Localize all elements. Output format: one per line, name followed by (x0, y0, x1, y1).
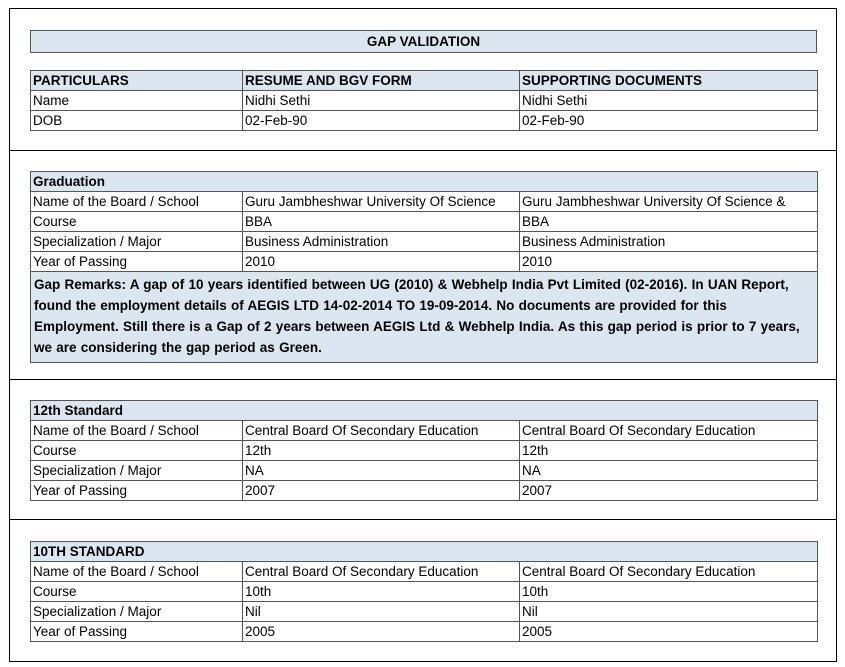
resume-name-value: Nidhi Sethi (243, 91, 520, 111)
resume-dob-value: 02-Feb-90 (243, 111, 520, 131)
document-year-value: 2010 (520, 252, 818, 272)
document-year-value: 2005 (520, 622, 818, 642)
row-label-board: Name of the Board / School (31, 192, 243, 212)
header-section (9, 8, 837, 151)
document-course-value: 12th (520, 441, 818, 461)
twelfth-standard-section (9, 379, 837, 520)
column-header-supporting-docs: SUPPORTING DOCUMENTS (520, 71, 818, 91)
resume-year-value: 2007 (243, 481, 520, 501)
resume-specialization-value: NA (243, 461, 520, 481)
row-label-year: Year of Passing (31, 481, 243, 501)
document-course-value: BBA (520, 212, 818, 232)
resume-year-value: 2005 (243, 622, 520, 642)
table-row (31, 91, 818, 111)
row-label-dob: DOB (31, 111, 243, 131)
title-table (30, 30, 817, 53)
table-row (31, 481, 818, 501)
resume-specialization-value: Nil (243, 602, 520, 622)
table-row (31, 212, 818, 232)
table-row (31, 562, 818, 582)
resume-year-value: 2010 (243, 252, 520, 272)
tenth-table (30, 541, 818, 642)
document-board-value: Guru Jambheshwar University Of Science & (520, 192, 818, 212)
table-row (31, 421, 818, 441)
resume-board-value: Central Board Of Secondary Education (243, 421, 520, 441)
section-heading-row (31, 172, 818, 192)
table-row (31, 602, 818, 622)
row-label-board: Name of the Board / School (31, 562, 243, 582)
table-row (31, 582, 818, 602)
table-row (31, 192, 818, 212)
tenth-heading: 10TH STANDARD (31, 542, 818, 562)
resume-specialization-value: Business Administration (243, 232, 520, 252)
table-row (31, 622, 818, 642)
column-header-resume-bgv: RESUME AND BGV FORM (243, 71, 520, 91)
resume-course-value: 10th (243, 582, 520, 602)
table-row (31, 252, 818, 272)
gap-remarks: Gap Remarks: A gap of 10 years identified between UG (2010) & Webhelp India Pvt Limited (02-2016). In UAN Report, found the employment details of AEGIS LTD 14-02-2014 TO 19-09-2014. No documents are provided for this Employment. Still there is a Gap of 2 years between AEGIS Ltd & Webhelp India. As this gap period is prior to 7 years, we are considering the gap period as Green. (31, 272, 818, 363)
page-title: GAP VALIDATION (31, 31, 817, 53)
graduation-section (9, 150, 837, 380)
document-name-value: Nidhi Sethi (520, 91, 818, 111)
table-row (31, 441, 818, 461)
row-label-name: Name (31, 91, 243, 111)
particulars-header-row (31, 71, 818, 91)
document-year-value: 2007 (520, 481, 818, 501)
row-label-course: Course (31, 582, 243, 602)
section-heading-row (31, 401, 818, 421)
document-course-value: 10th (520, 582, 818, 602)
resume-course-value: 12th (243, 441, 520, 461)
document-board-value: Central Board Of Secondary Education (520, 562, 818, 582)
section-heading-row (31, 542, 818, 562)
particulars-table (30, 70, 818, 131)
row-label-specialization: Specialization / Major (31, 602, 243, 622)
row-label-year: Year of Passing (31, 622, 243, 642)
gap-remarks-row (31, 272, 818, 363)
row-label-year: Year of Passing (31, 252, 243, 272)
document-specialization-value: Business Administration (520, 232, 818, 252)
graduation-table (30, 171, 818, 363)
row-label-course: Course (31, 212, 243, 232)
graduation-heading: Graduation (31, 172, 818, 192)
document-specialization-value: Nil (520, 602, 818, 622)
table-row (31, 461, 818, 481)
resume-board-value: Central Board Of Secondary Education (243, 562, 520, 582)
tenth-standard-section (9, 519, 837, 662)
resume-board-value: Guru Jambheshwar University Of Science (243, 192, 520, 212)
table-row (31, 232, 818, 252)
row-label-board: Name of the Board / School (31, 421, 243, 441)
document-specialization-value: NA (520, 461, 818, 481)
column-header-particulars: PARTICULARS (31, 71, 243, 91)
twelfth-table (30, 400, 818, 501)
row-label-specialization: Specialization / Major (31, 232, 243, 252)
document-board-value: Central Board Of Secondary Education (520, 421, 818, 441)
table-row (31, 111, 818, 131)
row-label-specialization: Specialization / Major (31, 461, 243, 481)
resume-course-value: BBA (243, 212, 520, 232)
twelfth-heading: 12th Standard (31, 401, 818, 421)
document-dob-value: 02-Feb-90 (520, 111, 818, 131)
row-label-course: Course (31, 441, 243, 461)
